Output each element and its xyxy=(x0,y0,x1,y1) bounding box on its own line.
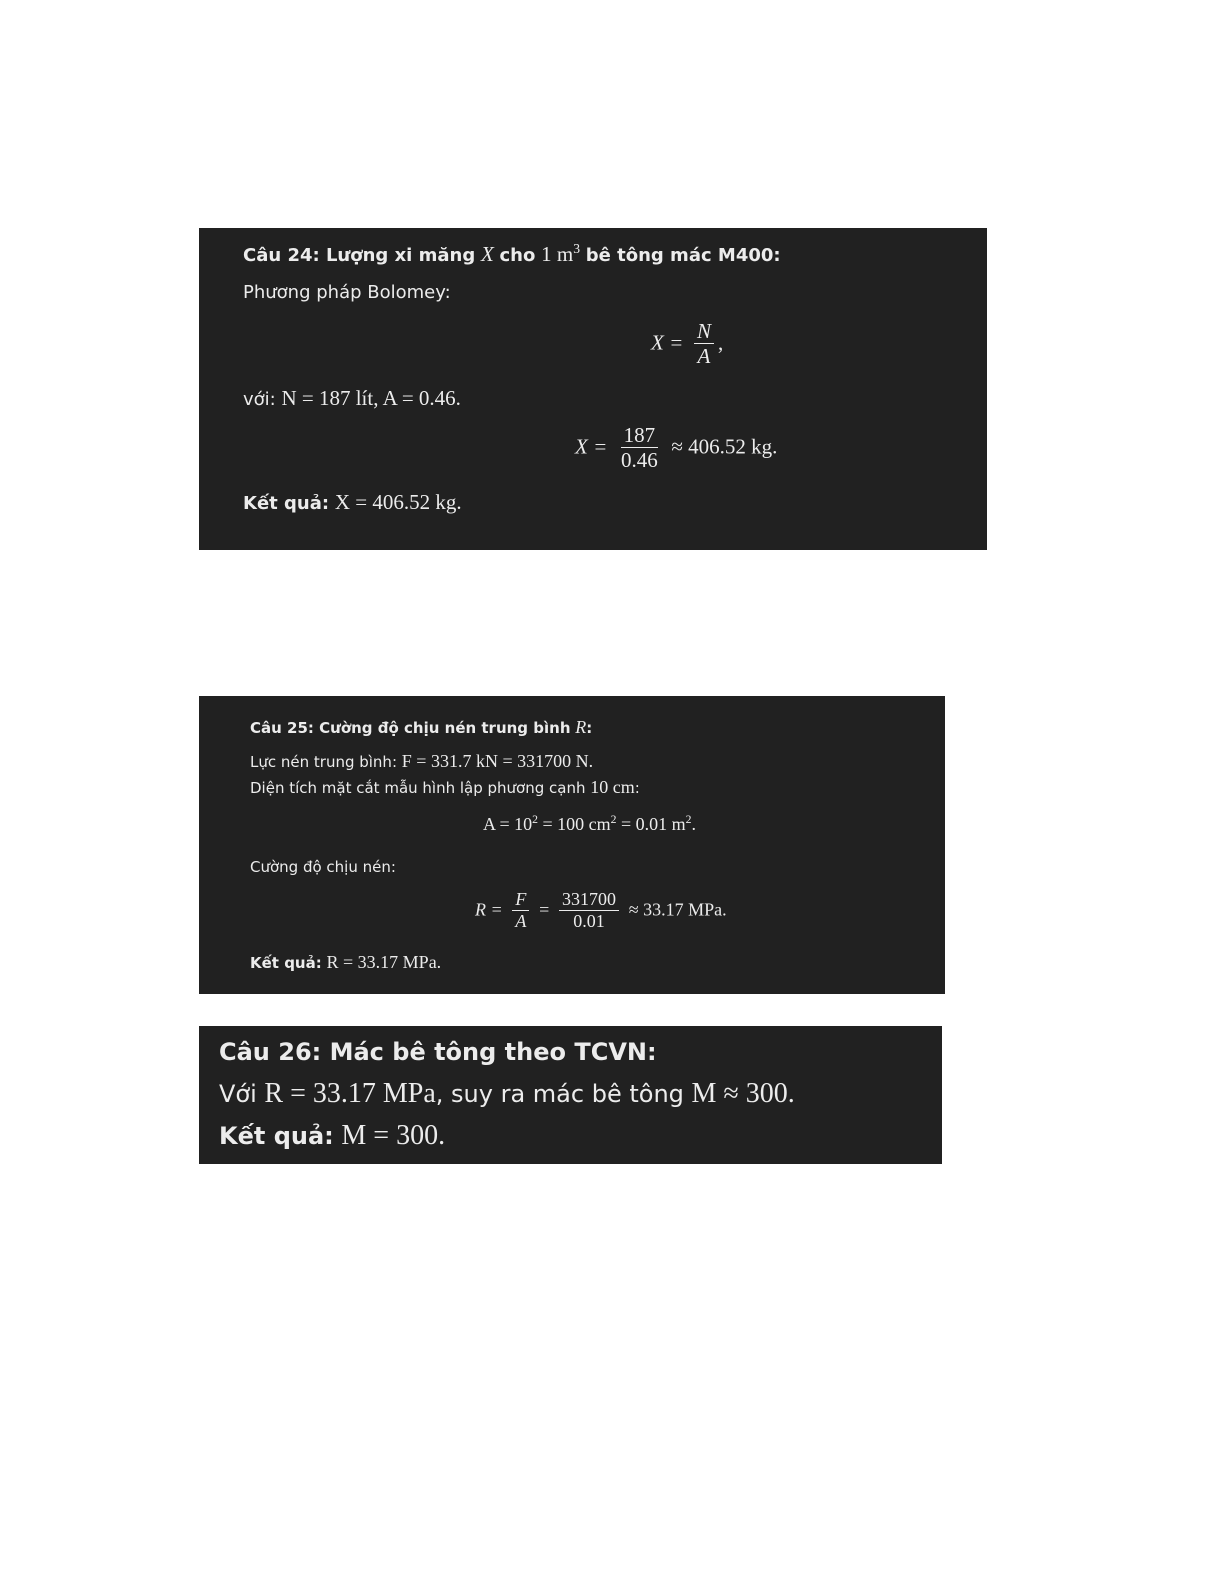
cau-25-force: Lực nén trung bình: F = 331.7 kN = 331700 N. xyxy=(250,751,594,771)
cau-25-area: Diện tích mặt cắt mẫu hình lập phương cạnh 10 cm: xyxy=(250,777,640,797)
cau-26-with: Với R = 33.17 MPa, suy ra mác bê tông M ≈ 300. xyxy=(219,1078,795,1109)
fraction: $\frac{F}{A}$ xyxy=(512,890,529,931)
cau-24-formula: X = $\frac{N}{A}$ , xyxy=(651,319,724,369)
cau-25-panel xyxy=(199,696,945,994)
cau-25-strength-label: Cường độ chịu nén: xyxy=(250,858,396,876)
cau-26-title: Câu 26: Mác bê tông theo TCVN: xyxy=(219,1038,657,1066)
cau-25-title: Câu 25: Cường độ chịu nén trung bình R: xyxy=(250,717,593,737)
cau-24-panel xyxy=(199,228,987,550)
cau-25-area-equation: $A = 10^2 = 100$ $cm^2 = 0.01$ $m^2$. xyxy=(483,813,697,834)
cau-24-method: Phương pháp Bolomey: xyxy=(243,282,451,303)
cau-25-result: Kết quả: R = 33.17 MPa. xyxy=(250,952,442,972)
fraction: $\frac{331700}{0.01}$ xyxy=(559,890,619,931)
cau-24-calc: X = $\frac{187}{0.46}$ ≈ 406.52 kg. xyxy=(575,423,778,473)
cau-26-result: Kết quả: M = 300. xyxy=(219,1120,446,1151)
cau-24-title: Câu 24: Lượng xi măng X cho 1 $m^3$ bê tông mác M400: xyxy=(243,241,781,266)
fraction: $\frac{N}{A}$ xyxy=(694,320,714,367)
cau-24-result: Kết quả: X = 406.52 kg. xyxy=(243,490,462,514)
fraction: $\frac{187}{0.46}$ xyxy=(620,423,658,473)
cau-25-strength-equation: R = $\frac{F}{A}$ = $\frac{331700}{0.01}$ ≈ 33.17 MPa. xyxy=(475,889,727,931)
cau-24-given: với: N = 187 lít, A = 0.46. xyxy=(243,386,461,410)
cau-26-panel xyxy=(199,1026,942,1164)
